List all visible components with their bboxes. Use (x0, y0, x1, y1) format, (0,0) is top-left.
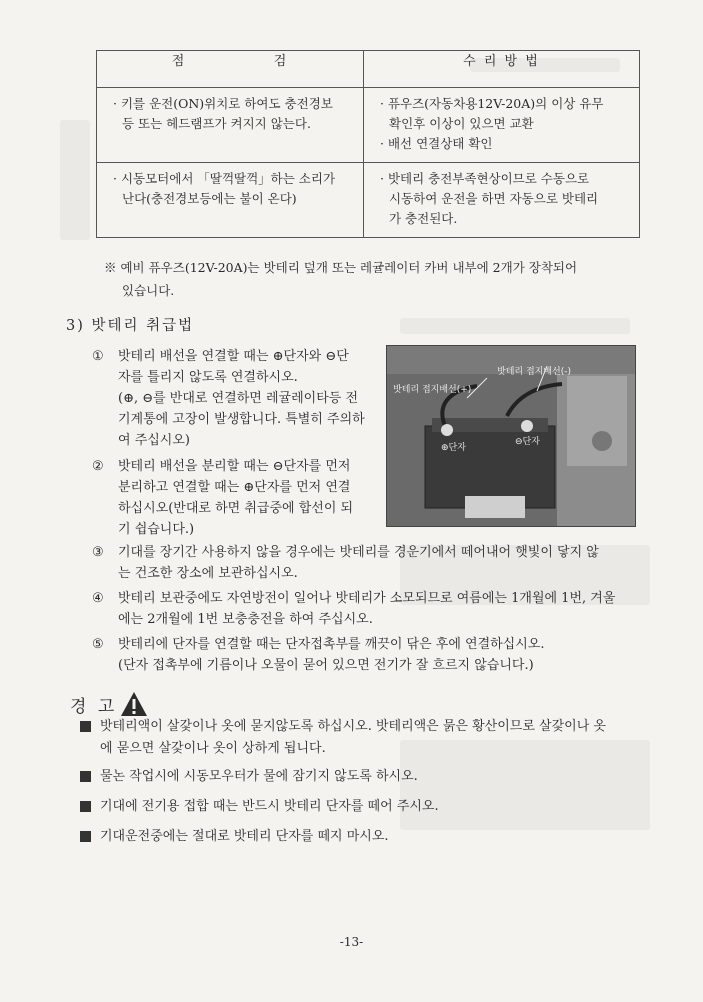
list-item (92, 456, 382, 540)
bleed-through-mark (60, 120, 90, 240)
item-line: 에는 2개월에 1번 보충충전을 하여 주십시오. (118, 612, 373, 627)
warning-line: 에 묻으면 살갗이나 옷이 상하게 됩니다. (100, 741, 326, 756)
item-line: 분리하고 연결할 때는 ⊕단자를 먼저 연결 (118, 480, 351, 495)
table-row (97, 88, 640, 163)
bullet-square-icon (80, 771, 91, 782)
note-line: 있습니다. (122, 283, 175, 298)
list-item (92, 634, 652, 676)
repair-cell (364, 163, 640, 238)
cell-line: · 배선 연결상태 확인 (380, 136, 493, 151)
photo-label-plus-terminal: ⊕단자 (441, 443, 466, 453)
item-line: 밧테리 배선을 분리할 때는 ⊖단자를 먼저 (118, 459, 351, 474)
cell-line: 확인후 이상이 있으면 교환 (389, 116, 534, 131)
cell-line: · 밧테리 충전부족현상이므로 수동으로 (380, 171, 590, 186)
warning-title: 경 고 (70, 696, 118, 717)
bleed-through-mark (400, 318, 630, 334)
battery-illustration (387, 346, 635, 526)
warning-line: 기대운전중에는 절대로 밧테리 단자를 떼지 마시오. (100, 829, 389, 844)
bullet-square-icon (80, 801, 91, 812)
item-line: 는 건조한 장소에 보관하십시오. (118, 566, 298, 581)
cell-line: 가 충전된다. (389, 211, 458, 226)
battery-photo (386, 345, 636, 527)
table-header-row (97, 51, 640, 88)
bullet-square-icon (80, 831, 91, 842)
table-row (97, 163, 640, 238)
photo-label-top: 밧테리 접지배선(-) (497, 367, 571, 377)
warning-heading (70, 690, 149, 718)
header-check-left: 점 (171, 54, 187, 69)
page-number: -13- (339, 935, 364, 949)
cell-line: 등 또는 헤드램프가 켜지지 않는다. (122, 116, 311, 131)
item-number: ① (92, 349, 104, 364)
header-repair: 수 리 방 법 (364, 51, 640, 88)
fuse-note (104, 256, 644, 302)
item-line: 밧테리 배선을 연결할 때는 ⊕단자와 ⊖단 (118, 349, 349, 364)
warning-triangle-icon (119, 690, 149, 718)
cell-line: 난다(충전경보등에는 불이 온다) (122, 191, 297, 206)
warning-item (80, 826, 650, 848)
item-line: 밧테리에 단자를 연결할 때는 단자접촉부를 깨끗이 닦은 후에 연결하십시오. (118, 637, 545, 652)
repair-cell (364, 88, 640, 163)
item-line: 기계통에 고장이 발생합니다. 특별히 주의하 (118, 412, 365, 427)
item-number: ② (92, 459, 104, 474)
item-line: (단자 접촉부에 기름이나 오물이 묻어 있으면 전기가 잘 흐르지 않습니다.) (118, 658, 534, 673)
list-item (92, 542, 652, 584)
check-cell (97, 88, 364, 163)
item-line: 기 쉽습니다.) (118, 522, 195, 537)
warning-item (80, 766, 650, 788)
warning-item (80, 716, 650, 760)
warning-line: 기대에 전기용 접합 때는 반드시 밧테리 단자를 떼어 주시오. (100, 799, 439, 814)
cell-line: · 퓨우즈(자동차용12V-20A)의 이상 유무 (380, 96, 604, 111)
cell-line: 시동하여 운전을 하면 자동으로 밧테리 (389, 191, 599, 206)
list-item (92, 588, 652, 630)
warning-line: 물논 작업시에 시동모우터가 물에 잠기지 않도록 하시오. (100, 769, 418, 784)
photo-label-left: 밧테리 접지배선(+) (393, 385, 472, 395)
item-line: 자를 틀리지 않도록 연결하시오. (118, 370, 298, 385)
inspection-table (96, 50, 640, 238)
cell-line: · 키를 운전(ON)위치로 하여도 충전경보 (113, 96, 333, 111)
item-number: ⑤ (92, 637, 104, 652)
item-line: 여 주십시오) (118, 433, 190, 448)
photo-label-minus-terminal: ⊖단자 (515, 437, 540, 447)
header-check (97, 51, 364, 88)
item-number: ④ (92, 591, 104, 606)
item-line: 밧테리 보관중에도 자연방전이 일어나 밧테리가 소모되므로 여름에는 1개월에 1번, 겨울 (118, 591, 616, 606)
note-line: ※ 예비 퓨우즈(12V-20A)는 밧테리 덮개 또는 레귤레이터 카버 내부에 2개가 장착되어 (104, 260, 578, 275)
section-title: 3) 밧테리 취급법 (66, 318, 195, 334)
check-cell (97, 163, 364, 238)
list-item (92, 346, 382, 451)
bullet-square-icon (80, 721, 91, 732)
cell-line: · 시동모터에서 「딸꺽딸꺽」하는 소리가 (113, 171, 336, 186)
header-check-right: 검 (273, 54, 289, 69)
item-line: 하십시오(반대로 하면 취급중에 합선이 되 (118, 501, 354, 516)
item-line: (⊕, ⊖를 반대로 연결하면 레귤레이타등 전 (118, 391, 359, 406)
item-number: ③ (92, 545, 104, 560)
item-line: 기대를 장기간 사용하지 않을 경우에는 밧테리를 경운기에서 떼어내어 햇빛이 닿지 않 (118, 545, 599, 560)
warning-line: 밧테리액이 살갗이나 옷에 묻지않도록 하십시오. 밧테리액은 묽은 황산이므로 살갗이나 옷 (100, 719, 606, 734)
warning-item (80, 796, 650, 818)
